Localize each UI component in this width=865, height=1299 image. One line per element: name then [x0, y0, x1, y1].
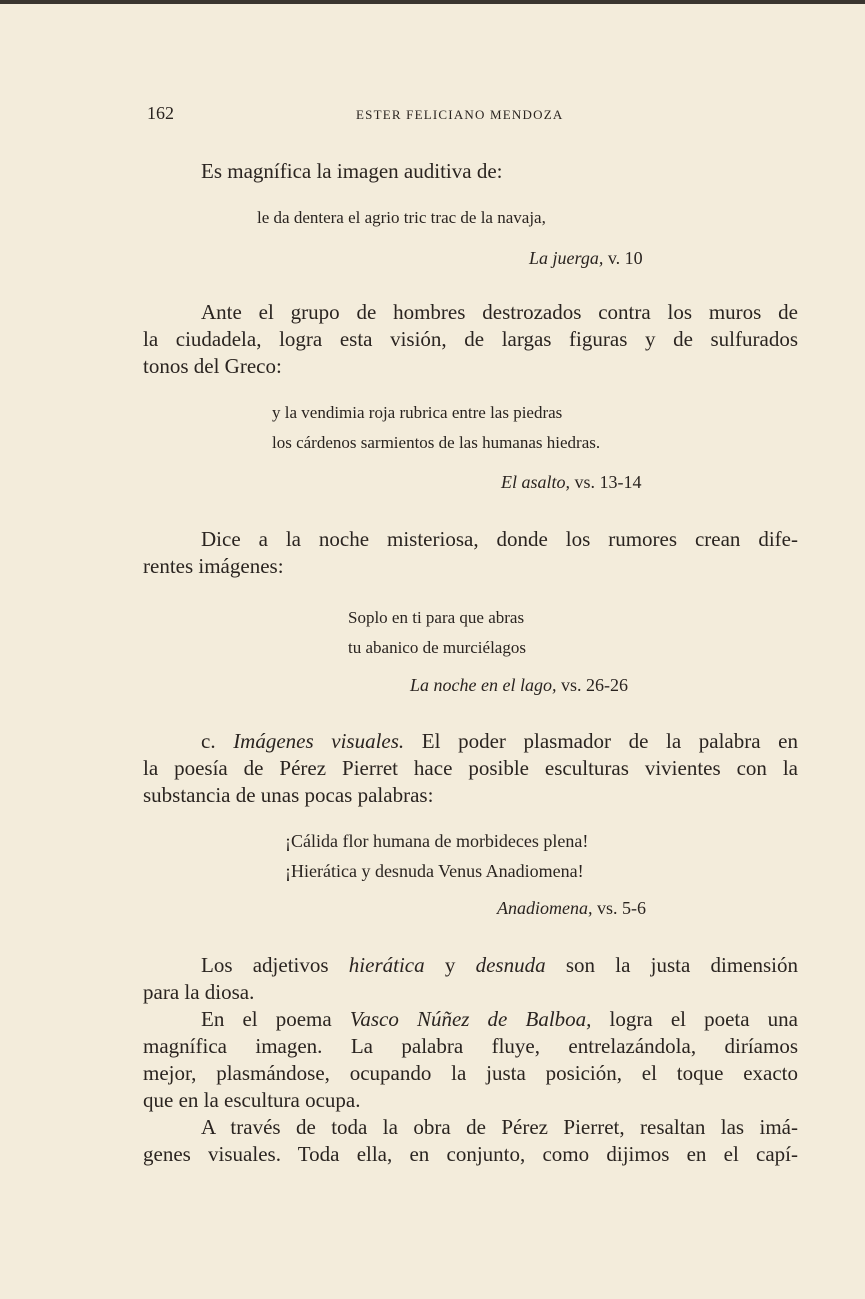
paragraph-vasco-end [143, 1087, 798, 1114]
paragraph-text: logra el poeta una [609, 1007, 799, 1031]
paragraph-text: son la justa dimensión [565, 953, 799, 977]
paragraph-line: mejor, plasmándose, ocupando la justa posición, el toque exacto [143, 1061, 798, 1085]
paragraph-ciudadela-cont [143, 326, 798, 353]
paragraph-text: Los adjetivos [201, 953, 329, 977]
list-marker: c. [201, 729, 216, 753]
verse-quote-4 [285, 826, 588, 886]
paragraph-line: Dice a la noche misteriosa, donde los rumores crean dife- [201, 527, 798, 551]
source-title: Anadiomena, [497, 898, 593, 918]
verse-quote-2 [272, 398, 600, 458]
verse-quote-3 [348, 603, 526, 663]
italic-term: desnuda [475, 953, 546, 977]
section-heading-italic: Imágenes visuales. [233, 729, 405, 753]
paragraph-line: Ante el grupo de hombres destrozados contra los muros de [201, 300, 798, 324]
paragraph-imagenes-visuales [143, 728, 798, 755]
paragraph-vasco-line3 [143, 1060, 798, 1087]
source-title: La juerga, [529, 248, 604, 268]
paragraph-vasco [143, 1006, 798, 1033]
paragraph-intro-auditiva [143, 158, 798, 185]
italic-poem-title: Vasco Núñez de Balboa, [349, 1007, 592, 1031]
source-title: La noche en el lago, [410, 675, 557, 695]
paragraph-noche-end [143, 553, 798, 580]
paragraph-line: para la diosa. [143, 980, 255, 1004]
paragraph-text: En el poema [201, 1007, 332, 1031]
verse-line: tu abanico de murciélagos [348, 638, 526, 657]
verse-line: y la vendimia roja rubrica entre las piedras [272, 403, 563, 422]
verse-line: ¡Hierática y desnuda Venus Anadiomena! [285, 861, 584, 881]
source-citation-3 [410, 675, 628, 696]
paragraph-adjetivos-end [143, 979, 798, 1006]
verse-line: los cárdenos sarmientos de las humanas hiedras. [272, 433, 601, 452]
page-top-edge [0, 0, 865, 4]
paragraph-vasco-line2 [143, 1033, 798, 1060]
source-ref: v. 10 [607, 248, 643, 268]
source-citation-1 [529, 248, 643, 269]
paragraph-imagenes-cont [143, 755, 798, 782]
source-citation-4 [497, 898, 646, 919]
source-citation-2 [501, 472, 642, 493]
source-ref: vs. 5-6 [596, 898, 646, 918]
page-number: 162 [147, 103, 174, 123]
paragraph-traves [143, 1114, 798, 1141]
italic-term: hierática [348, 953, 425, 977]
paragraph-ciudadela [143, 299, 798, 326]
paragraph-noche [143, 526, 798, 553]
paragraph-line: substancia de unas pocas palabras: [143, 783, 434, 807]
page-header [147, 103, 797, 129]
paragraph-line: la ciudadela, logra esta visión, de largas figuras y de sulfurados [143, 327, 798, 351]
verse-quote-1 [257, 203, 546, 233]
paragraph-line: A través de toda la obra de Pérez Pierret, resaltan las imá- [201, 1115, 798, 1139]
source-ref: vs. 13-14 [574, 472, 642, 492]
paragraph-adjetivos [143, 952, 798, 979]
paragraph-line: genes visuales. Toda ella, en conjunto, como dijimos en el capí- [143, 1142, 798, 1166]
verse-line: le da dentera el agrio tric trac de la navaja, [257, 208, 546, 227]
paragraph-ciudadela-end [143, 353, 798, 380]
paragraph-text: y [444, 953, 456, 977]
paragraph-line: que en la escultura ocupa. [143, 1088, 361, 1112]
source-title: El asalto, [501, 472, 571, 492]
source-ref: vs. 26-26 [560, 675, 628, 695]
paragraph-line: rentes imágenes: [143, 554, 284, 578]
paragraph-text: Es magnífica la imagen auditiva de: [201, 159, 503, 183]
verse-line: Soplo en ti para que abras [348, 608, 525, 627]
paragraph-line: la poesía de Pérez Pierret hace posible esculturas vivientes con la [143, 756, 798, 780]
running-head: ESTER FELICIANO MENDOZA [356, 107, 564, 122]
paragraph-line: El poder plasmador de la palabra en [421, 729, 798, 753]
paragraph-line: tonos del Greco: [143, 354, 282, 378]
paragraph-traves-cont [143, 1141, 798, 1168]
verse-line: ¡Cálida flor humana de morbideces plena! [285, 831, 589, 851]
paragraph-imagenes-end [143, 782, 798, 809]
paragraph-line: magnífica imagen. La palabra fluye, entrelazándola, diríamos [143, 1034, 798, 1058]
